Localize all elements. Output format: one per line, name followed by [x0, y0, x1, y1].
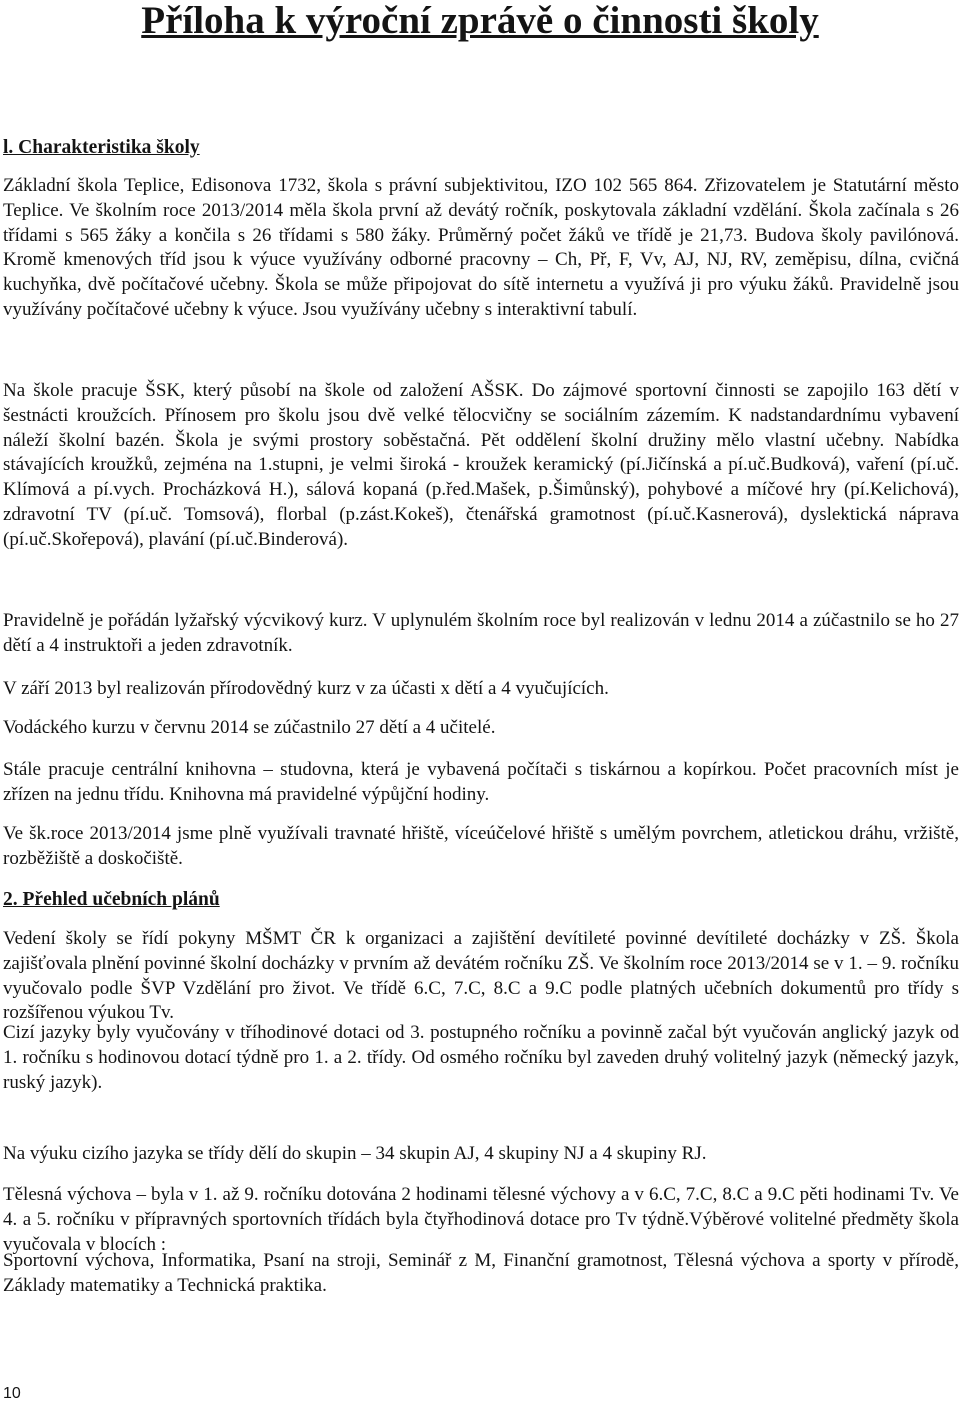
paragraph-nature-course: V září 2013 byl realizován přírodovědný kurz v za účasti x dětí a 4 vyučujících. — [3, 678, 609, 699]
paragraph-language-groups: Na výuku cizího jazyka se třídy dělí do skupin – 34 skupin AJ, 4 skupiny NJ a 4 skupiny RJ. — [3, 1143, 707, 1164]
paragraph-sports-grounds: Ve šk.roce 2013/2014 jsme plně využívali travnaté hřiště, víceúčelové hřiště s umělým povrchem, atletickou dráhu, vržiště, rozběžiště a doskočiště. — [3, 823, 959, 869]
page-number: 10 — [3, 1385, 21, 1402]
page-title: Příloha k výroční zprávě o činnosti školy — [141, 0, 819, 42]
section-heading-charakteristika: l. Charakteristika školy — [3, 137, 200, 158]
paragraph-curriculum: Vedení školy se řídí pokyny MŠMT ČR k organizaci a zajištění devítileté povinné devítileté docházky v ZŠ. Škola zajišťovala plnění povinné školní docházky v prvním až devátém ročníku ZŠ. Ve školním roce 2013/2014 se v 1. – 9. ročníku vyučovalo podle ŠVP Vzdělání pro život. Ve třídě 6.C, 7.C, 8.C a 9.C podle platných učebních dokumentů pro třídy s rozšířenou výukou Tv. — [3, 928, 959, 1024]
paragraph-elective-subjects: Sportovní výchova, Informatika, Psaní na stroji, Seminář z M, Finanční gramotnost, Tělesná výchova a sporty v přírodě, Základy matematiky a Technická praktika. — [3, 1250, 959, 1296]
paragraph-sport-club: Na škole pracuje ŠSK, který působí na škole od založení AŠSK. Do zájmové sportovní činnosti se zapojilo 163 dětí v šestnácti kroužcích. Přínosem pro školu jsou dvě velké tělocvičny se sociálním zázemím. K nadstandardnímu vybavení náleží školní bazén. Škola je svými prostory soběstačná. Pět oddělení školní družiny mělo vlastní učebny. Nabídka stávajících kroužků, zejména na 1.stupni, je velmi široká - kroužek keramický (pí.Jičínská a pí.uč.Budková), vaření (pí.uč. Klímová a pí.vych. Procházková H.), sálová kopaná (p.řed.Mašek, p.Šimůnský), pohybové a míčové hry (pí.Kelichová), zdravotní TV (pí.uč. Tomsová), florbal (p.zást.Kokeš), čtenářská gramotnost (pí.uč.Kasnerová), dyslektická náprava (pí.uč.Skořepová), plavání (pí.uč.Binderová). — [3, 380, 959, 550]
paragraph-ski-course: Pravidelně je pořádán lyžařský výcvikový kurz. V uplynulém školním roce byl realizován v lednu 2014 a zúčastnilo se ho 27 dětí a 4 instruktoři a jeden zdravotník. — [3, 610, 959, 656]
paragraph-water-course: Vodáckého kurzu v červnu 2014 se zúčastnilo 27 dětí a 4 učitelé. — [3, 717, 496, 738]
paragraph-school-profile: Základní škola Teplice, Edisonova 1732, škola s právní subjektivitou, IZO 102 565 864. Zřizovatelem je Statutární město Teplice. Ve školním roce 2013/2014 měla škola první až devátý ročník, poskytovala základní vzdělání. Škola začínala s 26 třídami s 565 žáky a končila s 26 třídami s 580 žáky. Průměrný počet žáků ve třídě je 21,73. Budova školy pavilónová. Kromě kmenových tříd jsou k výuce využívány odborné pracovny – Ch, Př, F, Vv, AJ, NJ, RV, zeměpisu, dílna, cvičná kuchyňka, dvě počítačové učebny. Škola se může připojovat do sítě internetu a využívá ji pro výuku žáků. Pravidelně jsou využívány počítačové učebny k výuce. Jsou využívány učebny s interaktivní tabulí. — [3, 175, 959, 320]
paragraph-languages: Cizí jazyky byly vyučovány v tříhodinové dotaci od 3. postupného ročníku a povinně začal být vyučován anglický jazyk od 1. ročníku s hodinovou dotací týdně pro 1. a 2. třídy. Od osmého ročníku byl zaveden druhý volitelný jazyk (německý jazyk, ruský jazyk). — [3, 1022, 959, 1093]
paragraph-physical-education: Tělesná výchova – byla v 1. až 9. ročníku dotována 2 hodinami tělesné výchovy a v 6.C, 7.C, 8.C a 9.C pěti hodinami Tv. Ve 4. a 5. ročníku v přípravných sportovních třídách byla čtyřhodinová dotace pro Tv týdně.Výběrové volitelné předměty škola vyučovala v blocích : — [3, 1184, 959, 1255]
section-heading-ucebni-plany: 2. Přehled učebních plánů — [3, 889, 220, 910]
paragraph-library: Stále pracuje centrální knihovna – studovna, která je vybavená počítači s tiskárnou a kopírkou. Počet pracovních míst je zřízen na jednu třídu. Knihovna má pravidelné výpůjční hodiny. — [3, 759, 959, 805]
